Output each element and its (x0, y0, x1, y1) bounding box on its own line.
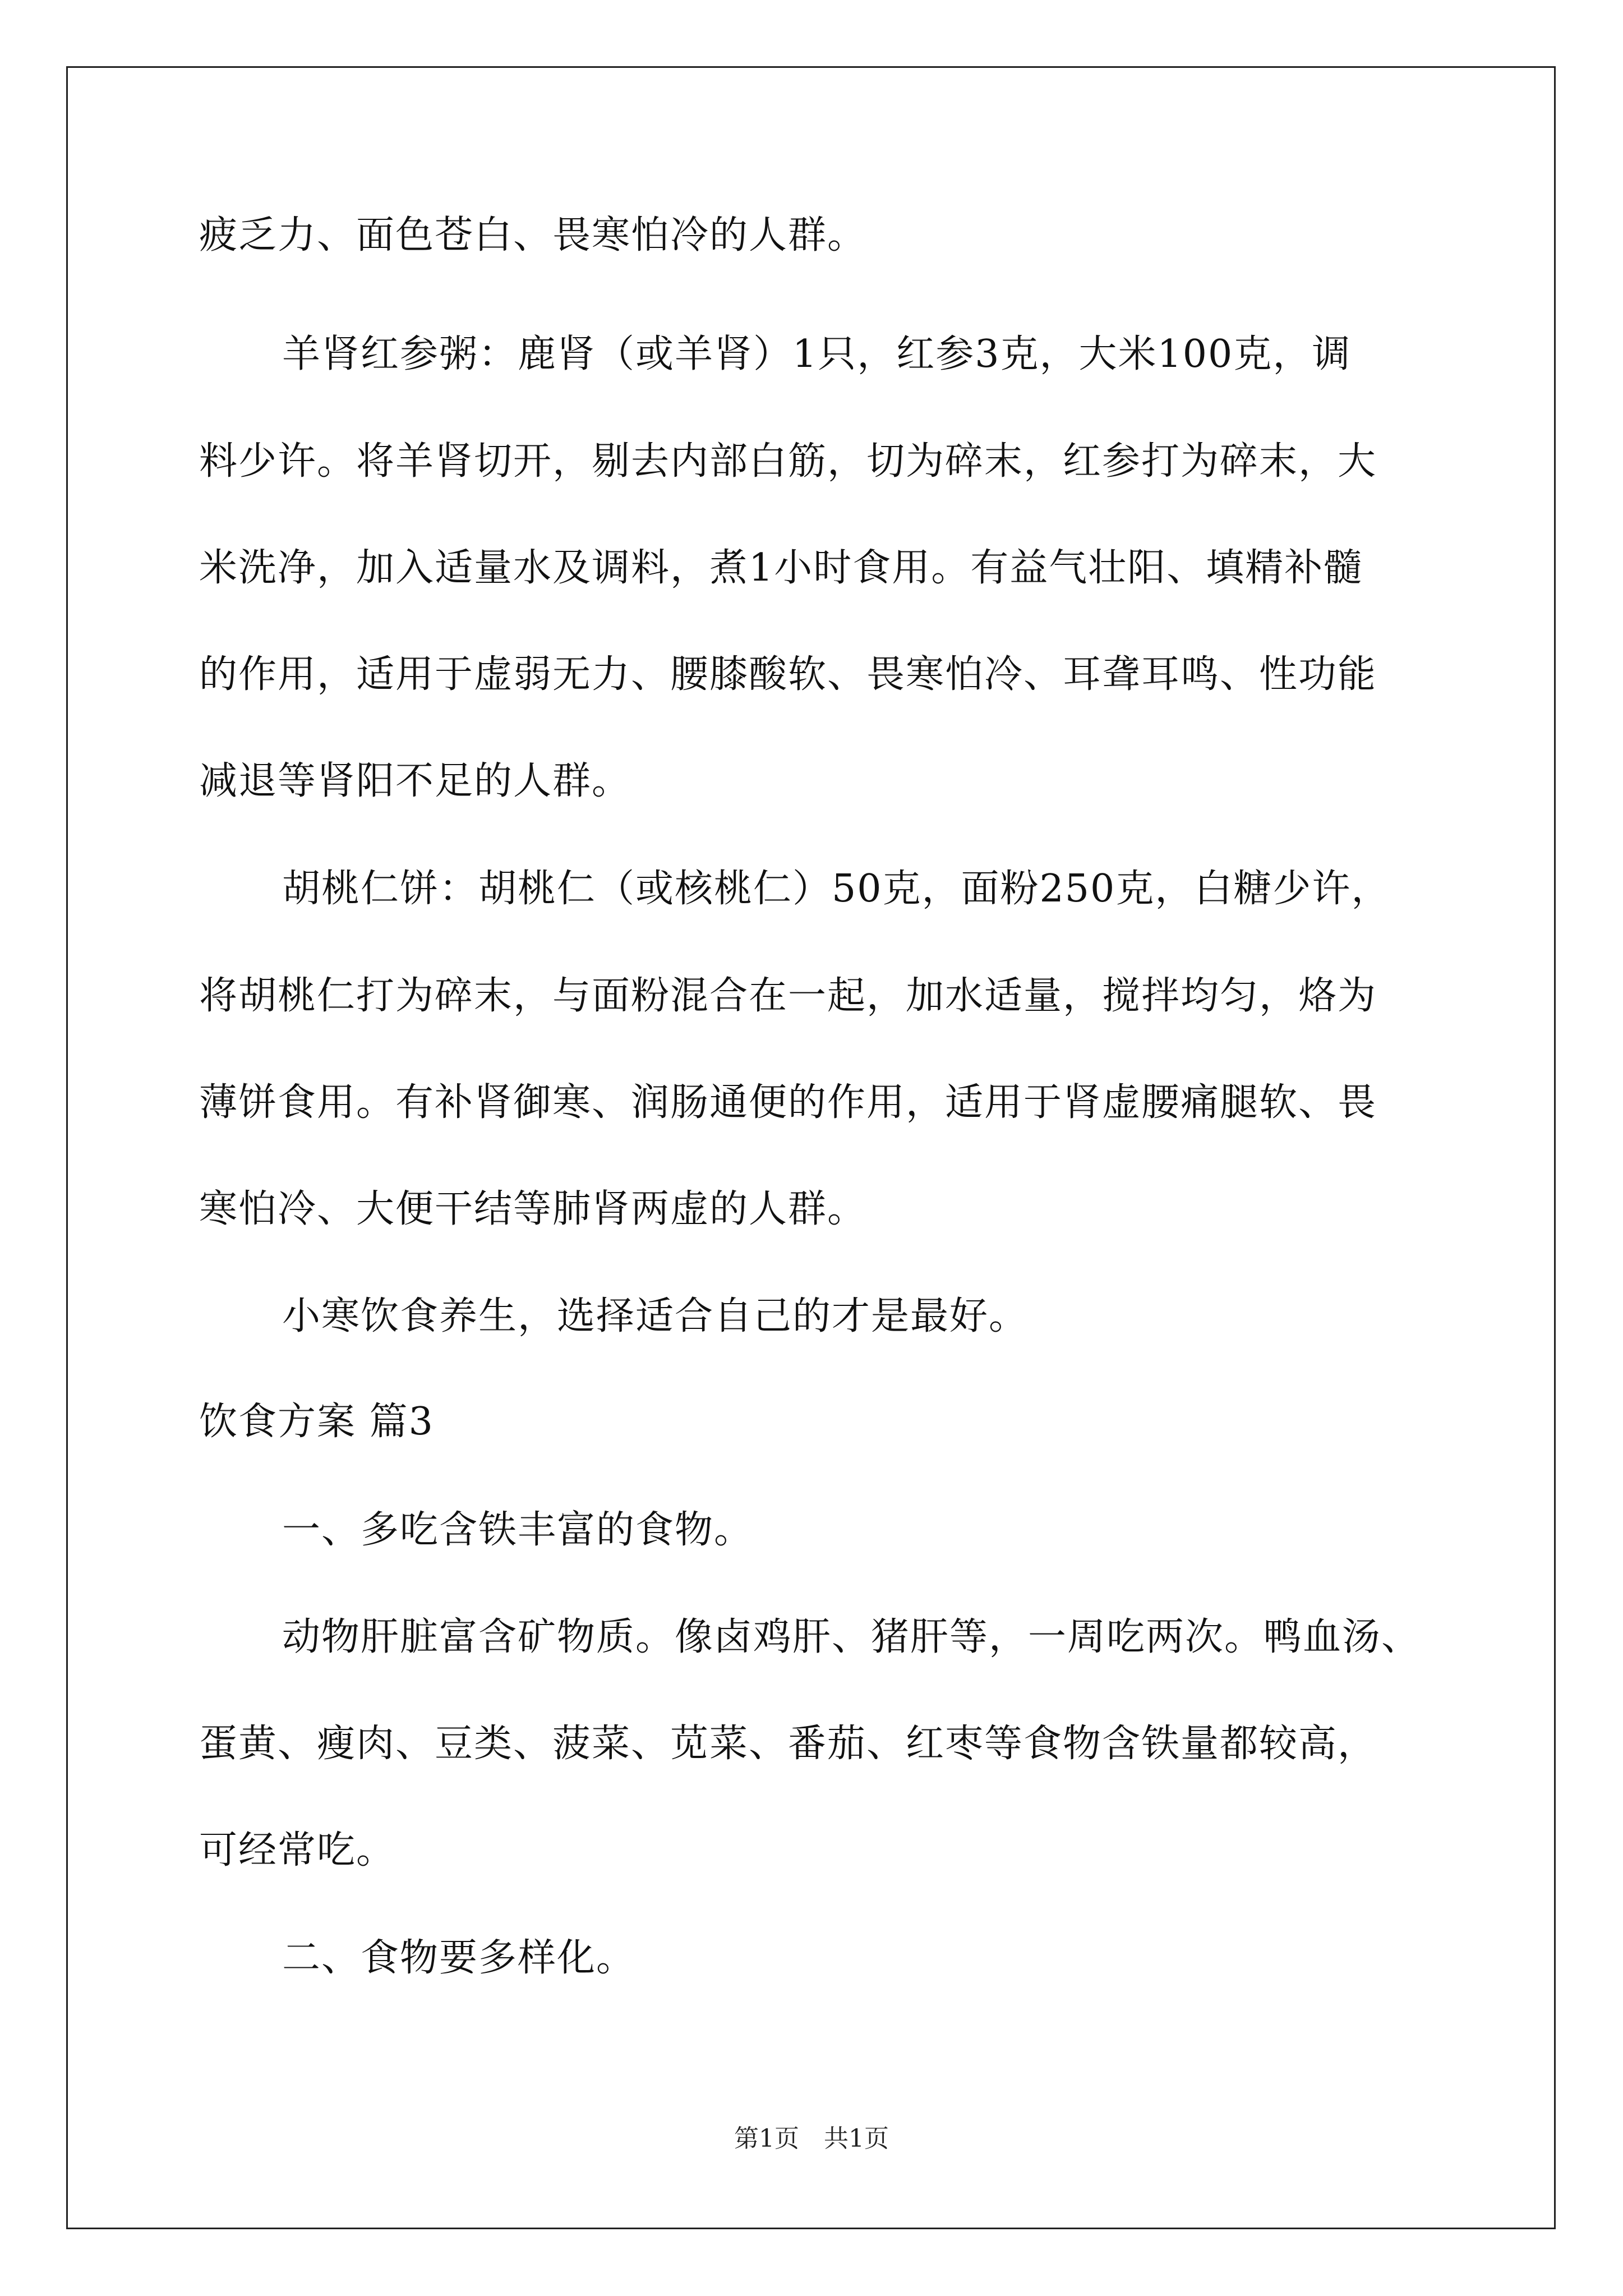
text-line: 寒怕冷、大便干结等肺肾两虚的人群。 (199, 1187, 867, 1231)
text-line: 胡桃仁饼：胡桃仁（或核桃仁）50克，面粉250克，白糖少许， (282, 867, 1391, 911)
text-line: 减退等肾阳不足的人群。 (199, 759, 631, 803)
text-line: 蛋黄、瘦肉、豆类、菠菜、苋菜、番茄、红枣等食物含铁量都较高， (199, 1722, 1377, 1766)
text-line: 疲乏力、面色苍白、畏寒怕冷的人群。 (199, 213, 867, 257)
text-line: 将胡桃仁打为碎末，与面粉混合在一起，加水适量，搅拌均匀，烙为 (199, 974, 1377, 1018)
text-line: 料少许。将羊肾切开，剔去内部白筋，切为碎末，红参打为碎末，大 (199, 439, 1377, 484)
text-line: 羊肾红参粥：鹿肾（或羊肾）1只，红参3克，大米100克，调 (282, 332, 1352, 376)
page-border (66, 66, 1556, 2229)
text-line: 米洗净，加入适量水及调料，煮1小时食用。有益气壮阳、填精补髓 (199, 546, 1363, 590)
text-line: 动物肝脏富含矿物质。像卤鸡肝、猪肝等，一周吃两次。鸭血汤、 (282, 1615, 1421, 1659)
page-footer: 第1页 共1页 (734, 2124, 889, 2153)
text-line: 可经常吃。 (199, 1828, 396, 1872)
text-line: 二、食物要多样化。 (282, 1936, 636, 1980)
text-line: 小寒饮食养生，选择适合自己的才是最好。 (282, 1294, 1029, 1338)
text-line: 一、多吃含铁丰富的食物。 (282, 1508, 754, 1552)
text-line: 薄饼食用。有补肾御寒、润肠通便的作用，适用于肾虚腰痛腿软、畏 (199, 1080, 1377, 1125)
text-line: 的作用，适用于虚弱无力、腰膝酸软、畏寒怕冷、耳聋耳鸣、性功能 (199, 652, 1377, 697)
section-heading: 饮食方案 篇3 (199, 1400, 434, 1444)
